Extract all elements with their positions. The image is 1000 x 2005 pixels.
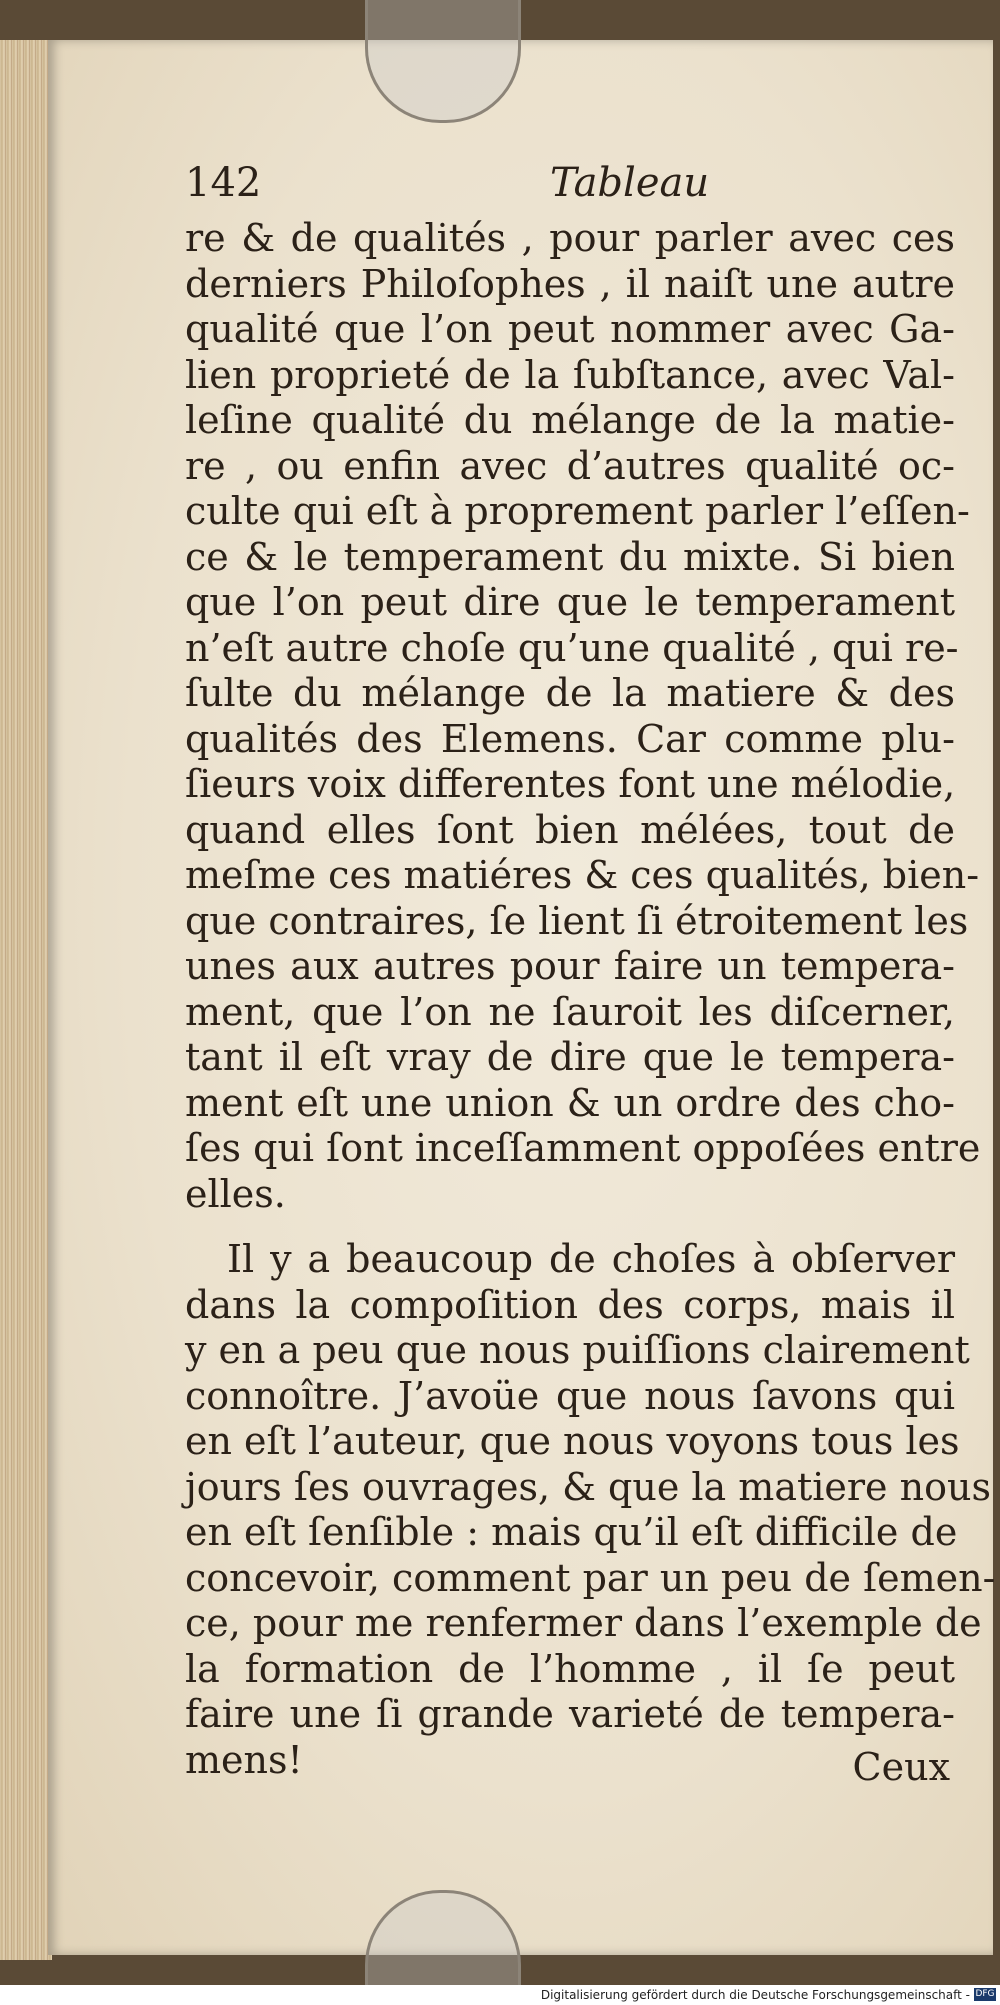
text-line: qualité que l’on peut nommer avec Ga- bbox=[185, 307, 955, 351]
text-line: re , ou enfin avec d’autres qualité oc- bbox=[185, 443, 955, 488]
text-line: derniers Philoſophes , il naiſt une autre bbox=[185, 261, 955, 306]
text-line: jours ſes ouvrages, & que la matiere nous bbox=[185, 1464, 991, 1509]
text-line: concevoir, comment par un peu de ſemen- bbox=[185, 1555, 996, 1600]
text-line: y en a peu que nous puiſſions clairement bbox=[185, 1328, 970, 1372]
text-line: en eſt ſenſible : mais qu’il eſt difficile de bbox=[185, 1510, 958, 1554]
dfg-logo: DFG bbox=[975, 1989, 995, 1999]
text-line: la formation de l’homme , il ſe peut bbox=[185, 1646, 955, 1691]
text-line: en eſt l’auteur, que nous voyons tous les bbox=[185, 1419, 960, 1463]
text-line: faire une ſi grande varieté de tempera- bbox=[185, 1692, 955, 1736]
text-line: ce, pour me renfermer dans l’exemple de bbox=[185, 1601, 982, 1645]
text-line: tant il eſt vray de dire que le tempera- bbox=[185, 1035, 955, 1079]
text-line: connoître. J’avoüe que nous ſavons qui bbox=[185, 1373, 955, 1418]
digitization-credit: Digitalisierung gefördert durch die Deutsche Forschungsgemeinschaft - bbox=[540, 1988, 970, 2002]
text-line: culte qui eſt à proprement parler l’eſſen- bbox=[185, 489, 970, 533]
text-block bbox=[185, 160, 996, 1783]
text-line: que contraires, ſe lient ſi étroitement les bbox=[185, 898, 969, 943]
text-line: unes aux autres pour faire un tempera- bbox=[185, 944, 955, 988]
text-line: mens! bbox=[185, 1737, 303, 1782]
page-number: 142 bbox=[185, 160, 262, 206]
paragraph-2 bbox=[185, 1237, 996, 1783]
text-line: ſes qui ſont inceſſamment oppoſées entre bbox=[185, 1126, 981, 1170]
text-line: re & de qualités , pour parler avec ces bbox=[185, 216, 955, 260]
footer-bar bbox=[0, 1985, 1000, 2005]
text-line: ment, que l’on ne ſauroit les diſcerner, bbox=[185, 989, 955, 1034]
text-line: n’eſt autre choſe qu’une qualité , qui re- bbox=[185, 625, 959, 670]
text-line: ce & le temperament du mixte. Si bien bbox=[185, 534, 955, 579]
catchword: Ceux bbox=[852, 1745, 950, 1789]
text-line: dans la compoſition des corps, mais il bbox=[185, 1282, 955, 1327]
text-line: meſme ces matiéres & ces qualités, bien- bbox=[185, 853, 980, 897]
text-line: ment eſt une union & un ordre des cho- bbox=[185, 1080, 955, 1125]
text-line: ſieurs voix differentes font une mélodie, bbox=[185, 762, 956, 806]
text-line: quand elles ſont bien mélées, tout de bbox=[185, 807, 955, 852]
running-head bbox=[185, 160, 955, 216]
text-line: qualités des Elemens. Car comme plu- bbox=[185, 716, 955, 761]
paragraph-1 bbox=[185, 216, 981, 1217]
text-line: ſulte du mélange de la matiere & des bbox=[185, 671, 955, 715]
text-line: Il y a beaucoup de choſes à obſerver bbox=[227, 1237, 955, 1281]
text-line: lien proprieté de la ſubſtance, avec Val- bbox=[185, 352, 955, 397]
text-line: elles. bbox=[185, 1171, 286, 1216]
text-line: que l’on peut dire que le temperament bbox=[185, 580, 955, 624]
text-line: leſine qualité du mélange de la matie- bbox=[185, 398, 955, 442]
running-title: Tableau bbox=[550, 160, 710, 206]
page-edges bbox=[0, 40, 52, 1960]
